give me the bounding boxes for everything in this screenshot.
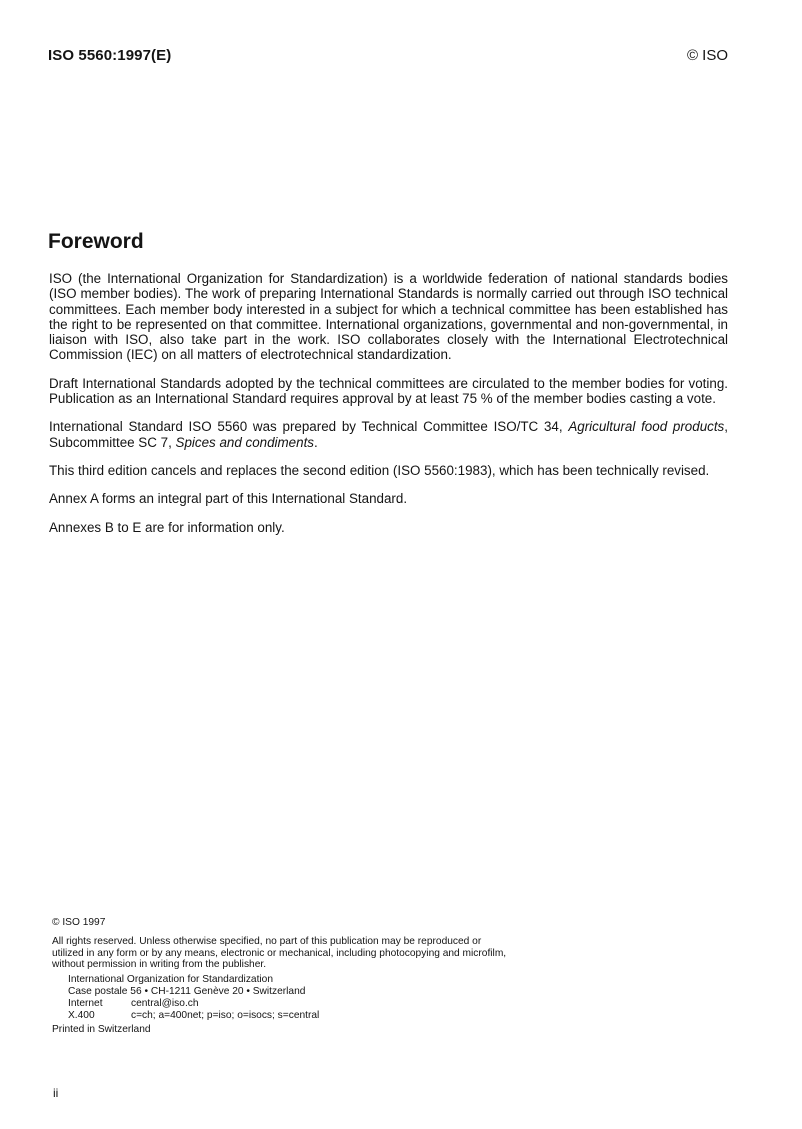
internet-address: central@iso.ch: [131, 997, 199, 1009]
foreword-paragraph-4: This third edition cancels and replaces the second edition (ISO 5560:1983), which has been technically revised.: [49, 462, 710, 478]
page-number: ii: [53, 1086, 59, 1100]
p3-text-start: International Standard ISO 5560 was prepared by Technical Committee ISO/TC 34,: [49, 419, 569, 435]
foreword-paragraph-2: Draft International Standards adopted by the technical committees are circulated to the member bodies for voting. Publication as an International Standard requires approval by at least 75 % of the member bodies casting a vote.: [49, 375, 728, 407]
copyright-block: [52, 917, 512, 1036]
header-copyright-mark: © ISO: [686, 47, 728, 64]
foreword-paragraph-6: Annexes B to E are for information only.: [49, 519, 285, 535]
x400-label: X.400: [68, 1009, 95, 1021]
printed-location: Printed in Switzerland: [52, 1024, 151, 1036]
foreword-paragraph-5: Annex A forms an integral part of this International Standard.: [49, 491, 408, 507]
x400-address: c=ch; a=400net; p=iso; o=isocs; s=central: [131, 1009, 320, 1021]
internet-label: Internet: [68, 997, 103, 1009]
rights-statement: All rights reserved. Unless otherwise specified, no part of this publication may be reproduced or utilized in any form or by any means, electronic or mechanical, including photocopying and microfilm, without permission in writing from the publisher.: [52, 935, 507, 971]
p3-text-end: .: [313, 434, 318, 450]
internet-row: [68, 998, 512, 1010]
foreword-title: Foreword: [48, 230, 144, 253]
p3-subcommittee-name: Spices and condiments: [175, 434, 314, 450]
p3-text-mid: , Subcommittee SC 7,: [49, 419, 728, 450]
copyright-year: © ISO 1997: [52, 917, 106, 928]
x400-row: [68, 1010, 512, 1022]
document-standard-id: ISO 5560:1997(E): [48, 47, 172, 64]
p3-committee-name: Agricultural food products: [568, 419, 725, 435]
foreword-paragraph-1: ISO (the International Organization for Standardization) is a worldwide federation of national standards bodies (ISO member bodies). The work of preparing International Standards is normally carried out through ISO technical committees. Each member body interested in a subject for which a technical committee has been established has the right to be represented on that committee. International organizations, governmental and non-governmental, in liaison with ISO, also take part in the work. ISO collaborates closely with the International Electrotechnical Commission (IEC) on all matters of electrotechnical standardization.: [49, 271, 728, 363]
publisher-postal: Case postale 56 • CH-1211 Genève 20 • Switzerland: [68, 985, 306, 997]
foreword-paragraph-3: [49, 419, 728, 450]
publisher-org: International Organization for Standardization: [68, 974, 274, 986]
foreword-body: [49, 271, 728, 548]
publisher-address: [52, 974, 512, 1021]
